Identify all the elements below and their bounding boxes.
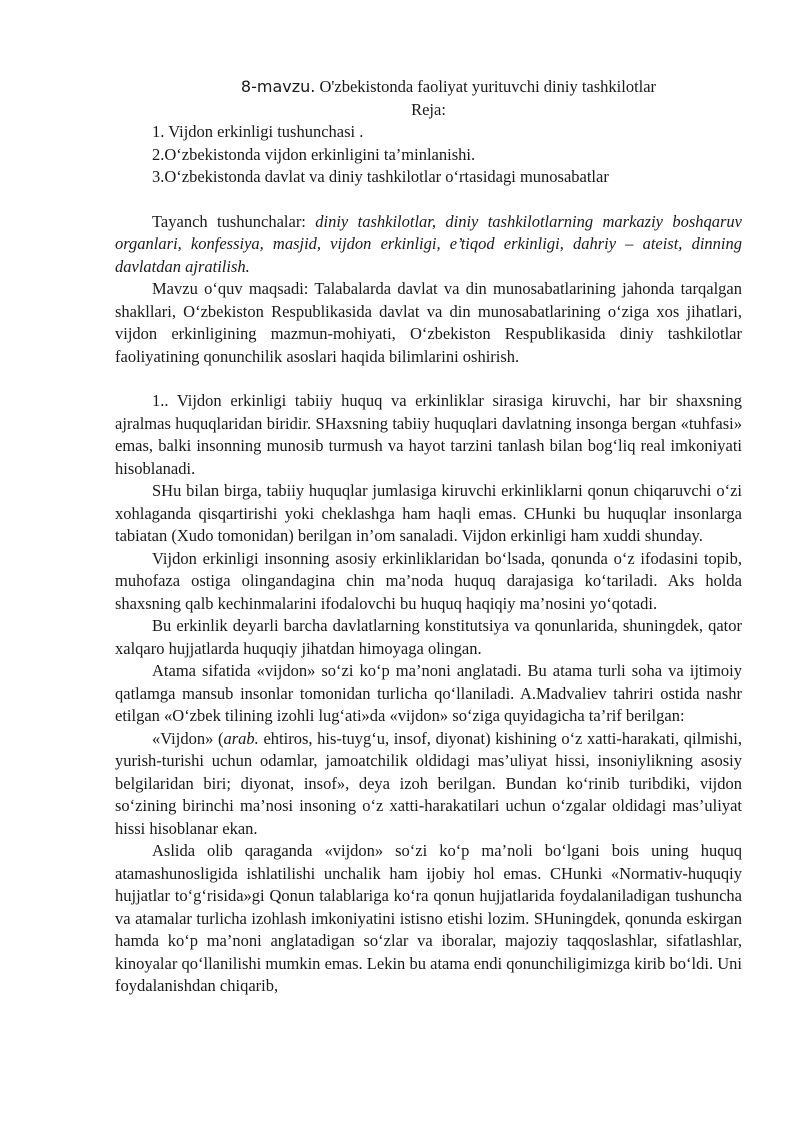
- plan-item: 3.O‘zbekistonda davlat va diniy tashkilotlar o‘rtasidagi munosabatlar: [152, 167, 609, 186]
- keywords-label: Tayanch tushunchalar:: [152, 211, 306, 231]
- body-paragraph: 1.. Vijdon erkinligi tabiiy huquq va erkinliklar sirasiga kiruvchi, har bir shaxsning ajralmas huquqlaridan biridir. SHaxsning tabiiy huquqlari davlatning insonga bergan «tuhfasi» emas, balki insonning munosib turmush va hayot tarzini tanlash bilan bog‘liq real imkoniyati hisoblanadi.: [115, 391, 742, 478]
- goal-paragraph: Mavzu o‘quv maqsadi: Talabalarda davlat va din munosabatlarining jahonda tarqalgan shakllari, O‘zbekiston Respublikasida davlat va din munosabatlarining o‘ziga xos jihatlari, vijdon erkinligining mazmun-mohiyati, O‘zbekiston Respublikasida diniy tashkilotlar faoliyatining qonunchilik asoslari haqida bilimlarini oshirish.: [115, 279, 742, 366]
- italic-term: arab.: [223, 728, 259, 748]
- topic-number: 8-mavzu.: [240, 77, 316, 96]
- lecture-title: [115, 76, 742, 99]
- body-paragraph: «Vijdon» (arab. ehtiros, his-tuyg‘u, insof, diyonat) kishining o‘z xatti-harakati, qilmishi, yurish-turishi uchun odamlar, jamoatchilik oldidagi mas’uliyat hissi, insoniylikning asosiy belgilaridan biri; diyonat, insof», deya izoh berilgan. Bundan ko‘rinib turibdiki, vijdon so‘zining birinchi ma’nosi insoning o‘z xatti-harakatilari uchun o‘zgalar oldidagi mas’uliyat hissi hisoblanar ekan.: [115, 728, 743, 838]
- plan-label: Reja:: [411, 99, 446, 119]
- document-page: [115, 76, 742, 998]
- body-paragraph: SHu bilan birga, tabiiy huquqlar jumlasiga kiruvchi erkinliklarni qonun chiqaruvchi o‘zi xohlaganda qisqartirishi yoki cheklashga ham haqli emas. CHunki bu huquqlar insonlarga tabiatan (Xudo tomonidan) berilgan in’om sanaladi. Vijdon erkinligi ham xuddi shunday.: [115, 481, 742, 545]
- body-paragraph: Bu erkinlik deyarli barcha davlatlarning konstitutsiya va qonunlarida, shuningdek, qator xalqaro hujjatlarda huquqiy jihatdan himoyaga olingan.: [115, 616, 742, 658]
- keywords-paragraph: [115, 211, 742, 279]
- body-paragraph: Aslida olib qaraganda «vijdon» so‘zi ko‘p ma’noli bo‘lgani bois uning huquq atamashunosligida ishlatilishi unchalik ham ijobiy hol emas. CHunki «Normativ-huquqiy hujjatlar to‘g‘risida»gi Qonun talablariga ko‘ra qonun hujjatlarida foydalaniladigan tushuncha va atamalar turlicha izohlash imkoniyatini istisno etishi lozim. SHuningdek, qonunda eskirgan hamda ko‘p ma’noni anglatadigan so‘zlar va iboralar, majoziy taqqoslashlar, sifatlashlar, kinoyalar qo‘llanilishi mumkin emas. Lekin bu atama endi qonunchiligimizga kirib bo‘ldi. Uni foydalanishdan chiqarib,: [115, 841, 742, 995]
- topic-title: O'zbekistonda faoliyat yurituvchi diniy tashkilotlar: [319, 77, 657, 96]
- plan-list: [115, 121, 742, 189]
- keywords-terms: diniy tashkilotlar, diniy tashkilotlarning markaziy boshqaruv organlari, konfessiya, masjid, vijdon erkinligi, e’tiqod erkinligi, dahriy – ateist, dinning davlatdan ajratilish.: [115, 211, 742, 276]
- body-paragraph: Vijdon erkinligi insonning asosiy erkinliklaridan bo‘lsada, qonunda o‘z ifodasini topib, muhofaza ostiga olingandagina chin ma’noda huquq darajasiga ko‘tariladi. Aks holda shaxsning qalb kechinmalarini ifodalovchi bu huquq haqiqiy ma’nosini yo‘qotadi.: [115, 548, 742, 613]
- body-paragraph: Atama sifatida «vijdon» so‘zi ko‘p ma’noni anglatadi. Bu atama turli soha va ijtimoiy qatlamga mansub insonlar tomonidan turlicha qo‘llaniladi. A.Madvaliev tahriri ostida nashr etilgan «O‘zbek tilining izohli lug‘ati»da «vijdon» so‘ziga quyidagicha ta’rif berilgan:: [115, 661, 742, 725]
- plan-item: 1. Vijdon erkinligi tushunchasi .: [152, 122, 364, 141]
- plan-item: 2.O‘zbekistonda vijdon erkinligini ta’minlanishi.: [152, 144, 476, 164]
